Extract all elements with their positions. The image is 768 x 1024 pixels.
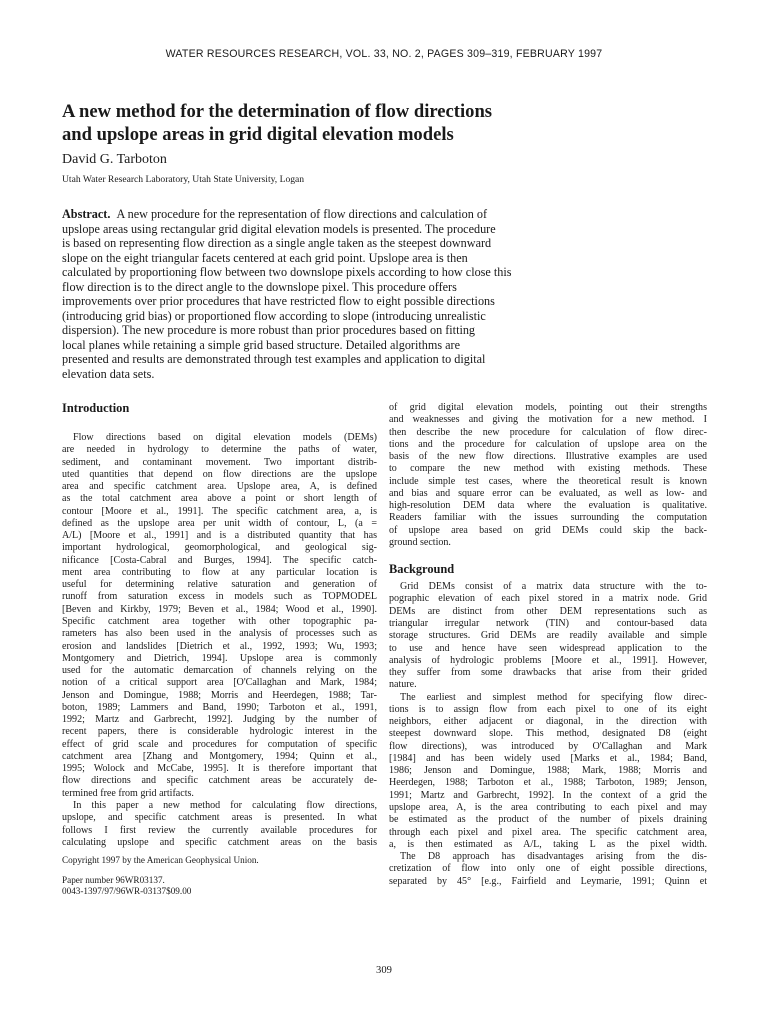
text-line: erosion and landslides [Dietrich et al., 1992, 1993; Wu, 1993;	[62, 640, 377, 652]
abstract-body	[62, 222, 582, 382]
text-line: high-resolution DEM data where the evaluation is qualitative.	[389, 500, 707, 512]
page-number: 309	[376, 965, 392, 976]
text-line: area and specific catchment area. Upslope area, A, is defined	[62, 481, 377, 493]
text-line: notion of a critical support area [O'Callaghan and Mark, 1984;	[62, 677, 377, 689]
text-line: they suffer from some drawbacks that arise from their grided	[389, 667, 707, 679]
text-line: The D8 approach has disadvantages arising from the dis-	[400, 851, 707, 863]
title-line: and upslope areas in grid digital elevation models	[62, 124, 454, 145]
text-line: upslope, and specific catchment areas is presented. In what	[62, 812, 377, 824]
text-line: sediment, and contaminant movement. Two important distrib-	[62, 456, 377, 468]
text-line: of upslope area based on grid DEMs could skip the back-	[389, 524, 707, 536]
text-line: catchment area [Zhang and Montgomery, 1994; Quinn et al.,	[62, 750, 377, 762]
text-line: tions is to assign flow from each pixel to one of its eight	[389, 703, 707, 715]
text-line: [Beven and Kirkby, 1979; Beven et al., 1984; Wood et al., 1990].	[62, 603, 377, 615]
abstract-line: slope on the eight triangular facets centered at each grid point. Upslope area is then	[62, 250, 468, 265]
text-line: 1991; Martz and Garbrecht, 1992]. In the context of a grid the	[389, 789, 707, 801]
text-line: and weaknesses and giving the motivation for a new method. I	[389, 414, 707, 426]
abstract-line: upslope areas using rectangular grid digital elevation models is presented. The procedure	[62, 221, 496, 236]
abstract-line: (introducing grid bias) or proportioned flow according to slope (introducing unrealistic	[62, 308, 486, 323]
text-line: cretization of flow into only one of eight possible directions,	[389, 863, 707, 875]
text-line: used for the automatic demarcation of channels relying on the	[62, 665, 377, 677]
text-line: storage structures. Grid DEMs are readily available and simple	[389, 630, 707, 642]
journal-header: WATER RESOURCES RESEARCH, VOL. 33, NO. 2, PAGES 309–319, FEBRUARY 1997	[165, 48, 603, 60]
text-line: as the total catchment area above a point or short length of	[62, 493, 377, 505]
text-line: of grid digital elevation models, pointing out their strengths	[389, 402, 707, 413]
issn-code: 0043-1397/97/96WR-03137$09.00	[62, 886, 192, 897]
text-line: flow directions), was introduced by O'Callaghan and Mark	[389, 740, 707, 752]
paper-number: Paper number 96WR03137.	[62, 875, 165, 886]
abstract-line: dispersion). The new procedure is more robust than prior procedures based on fitting	[62, 323, 476, 338]
text-line: A/L) [Moore et al., 1991] and is a distributed quantity that has	[62, 530, 377, 542]
text-line: Specific catchment area together with other topographic pa-	[62, 615, 377, 627]
abstract-line: elevation data sets.	[62, 367, 155, 382]
text-line: then describe the new procedure for calculation of flow direc-	[389, 426, 707, 438]
text-line: effect of grid scale and procedures for computation of specific	[62, 738, 377, 750]
text-line: Jenson and Domingue, 1988; Morris and Heerdegen, 1988; Tar-	[62, 689, 377, 701]
author-affiliation: Utah Water Research Laboratory, Utah State University, Logan	[62, 174, 305, 185]
introduction-paragraph	[389, 402, 707, 549]
text-line: rameters has also been used in the analysis of processes such as	[62, 628, 377, 640]
text-line: uted quantities that depend on flow directions are the upslope	[62, 468, 377, 480]
introduction-paragraph	[62, 800, 377, 849]
text-line: runoff from saturation excess in models such as TOPMODEL	[62, 591, 377, 603]
introduction-paragraph	[62, 432, 377, 800]
background-paragraph	[389, 851, 707, 888]
article-title	[62, 100, 682, 146]
text-line: 1995; Wolock and McCabe, 1995]. It is therefore important that	[62, 763, 377, 775]
text-line: pographic elevation of each pixel stored in a matrix node. Grid	[389, 593, 707, 605]
text-line: ground section.	[389, 536, 451, 548]
text-line: upslope area, A, is the area contributing to each pixel and may	[389, 801, 707, 813]
text-line: useful for determining relative saturation and generation of	[62, 579, 377, 591]
text-line: be estimated as the product of the number of pixels draining	[389, 814, 707, 826]
text-line: flow directions and specific catchment areas be accurately de-	[62, 775, 377, 787]
text-line: separated by 45° [e.g., Fairfield and Leymarie, 1991; Quinn et	[389, 875, 707, 887]
text-line: and bias and square error can be evaluated, as well as low- and	[389, 487, 707, 499]
text-line: to use and hence have seen widespread application to the	[389, 642, 707, 654]
left-column	[62, 402, 377, 897]
text-line: Grid DEMs consist of a matrix data structure with the to-	[400, 581, 707, 593]
text-line: nature.	[389, 679, 417, 691]
text-line: boton, 1989; Lammers and Band, 1990; Tarboton et al., 1991,	[62, 701, 377, 713]
text-line: tions and the procedure for calculation of upslope area on the	[389, 438, 707, 450]
text-line: through each pixel and pixel area. The specific catchment area,	[389, 826, 707, 838]
copyright-notice: Copyright 1997 by the American Geophysical Union.	[62, 855, 259, 866]
text-line: Heerdegen, 1988; Tarboton et al., 1988; Tarboton, 1989; Jenson,	[389, 777, 707, 789]
text-line: The earliest and simplest method for specifying flow direc-	[400, 691, 707, 703]
text-line: to compare the new method with existing methods. These	[389, 463, 707, 475]
text-line: important hydrological, geomorphological, and geological sig-	[62, 542, 377, 554]
abstract	[62, 207, 582, 382]
text-line: 1986; Jenson and Domingue, 1988; Mark, 1988; Morris and	[389, 765, 707, 777]
text-line: follows I first review the currently available procedures for	[62, 824, 377, 836]
text-line: 1992; Martz and Garbrecht, 1992]. Judging by the number of	[62, 714, 377, 726]
text-line: Montgomery and Dietrich, 1994]. Upslope area is commonly	[62, 652, 377, 664]
abstract-line: calculated by proportioning flow between two downslope pixels according to how close this	[62, 265, 512, 280]
abstract-line: improvements over prior procedures that have restricted flow to eight possible directions	[62, 294, 495, 309]
background-paragraph	[389, 581, 707, 691]
text-line: [1984] and has been widely used [Marks et al., 1984; Band,	[389, 752, 707, 764]
text-line: In this paper a new method for calculating flow directions,	[73, 799, 377, 811]
text-line: a, is then estimated as A/L, taking L as the pixel width.	[389, 838, 707, 850]
text-line: termined free from grid artifacts.	[62, 787, 194, 799]
text-line: Readers familiar with the issues surrounding the computation	[389, 512, 707, 524]
text-line: contour [Moore et al., 1991]. The specific catchment area, a, is	[62, 505, 377, 517]
text-line: ment area contributing to flow at any particular location is	[62, 566, 377, 578]
text-line: recent papers, there is considerable hydrologic interest in the	[62, 726, 377, 738]
text-line: nificance [Costa-Cabral and Burges, 1994]. The specific catch-	[62, 554, 377, 566]
text-line: triangular irregular network (TIN) and contour-based data	[389, 617, 707, 629]
title-line: A new method for the determination of flow directions	[62, 101, 493, 122]
abstract-line: flow direction is to the direct angle to the downslope pixel. This procedure offers	[62, 279, 457, 294]
text-line: defined as the upslope area per unit width of contour, L, (a =	[62, 517, 377, 529]
right-column	[389, 402, 707, 888]
text-line: analysis of hydrologic problems [Moore et al., 1991]. However,	[389, 654, 707, 666]
background-paragraph	[389, 692, 707, 851]
abstract-line: presented and results are demonstrated through test examples and application to digital	[62, 352, 486, 367]
text-line: steepest downward slope. This method, designated D8 (eight	[389, 728, 707, 740]
abstract-line: is based on representing flow direction as a single angle taken as the steepest downward	[62, 236, 492, 251]
author-name: David G. Tarboton	[62, 152, 167, 167]
abstract-line: local planes while retaining a simple grid based structure. Detailed algorithms are	[62, 337, 460, 352]
abstract-label: Abstract.	[62, 207, 111, 221]
text-line: neighbors, either adjacent or diagonal, in the direction with	[389, 716, 707, 728]
abstract-line: Abstract. A new procedure for the representation of flow directions and calculation of	[62, 207, 488, 221]
text-line: calculating upslope and specific catchment areas on the basis	[62, 836, 377, 848]
text-line: include simple test cases, where the theoretical result is known	[389, 475, 707, 487]
section-heading-introduction: Introduction	[62, 401, 130, 415]
text-line: Flow directions based on digital elevation models (DEMs)	[73, 432, 377, 443]
text-line: DEMs are distinct from other DEM representations such as	[389, 605, 707, 617]
text-line: basis of the new flow directions. Illustrative examples are used	[389, 451, 707, 463]
section-heading-background: Background	[389, 562, 455, 577]
text-line: are needed in hydrology to determine the paths of water,	[62, 444, 377, 456]
